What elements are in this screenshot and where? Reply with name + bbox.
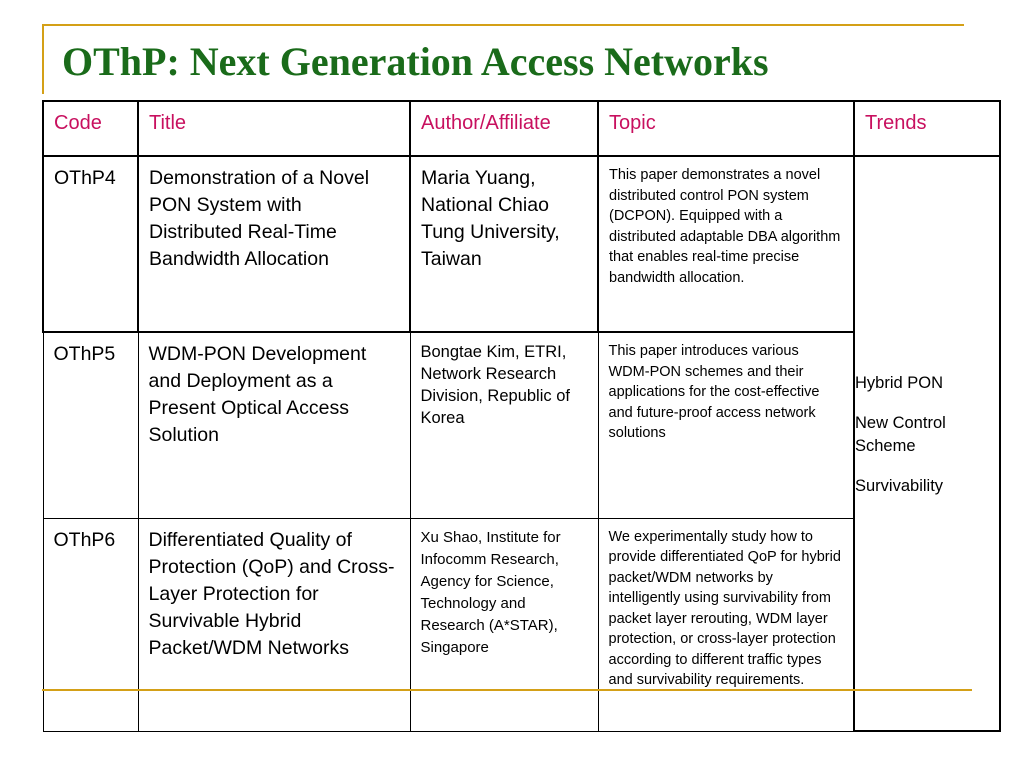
table-row: [43, 156, 1000, 332]
cell-title: Demonstration of a Novel PON System with Distributed Real-Time Bandwidth Allocation: [138, 156, 410, 332]
cell-author: Bongtae Kim, ETRI, Network Research Division, Republic of Korea: [410, 332, 598, 518]
cell-topic: We experimentally study how to provide differentiated QoP for hybrid packet/WDM networks by intelligently using survivability from packet layer rerouting, WDM layer protection, or cross-layer protection according to different traffic types and survivability requirements.: [598, 518, 854, 731]
cell-code: OThP4: [43, 156, 138, 332]
header-title: Title: [138, 101, 410, 156]
cell-author: Maria Yuang, National Chiao Tung University, Taiwan: [410, 156, 598, 332]
cell-topic: This paper demonstrates a novel distributed control PON system (DCPON). Equipped with a distributed adaptable DBA algorithm that enables real-time precise bandwidth allocation.: [598, 156, 854, 332]
cell-title: WDM-PON Development and Deployment as a Present Optical Access Solution: [138, 332, 410, 518]
cell-author: Xu Shao, Institute for Infocomm Research, Agency for Science, Technology and Research (A*STAR), Singapore: [410, 518, 598, 731]
cell-code: OThP6: [43, 518, 138, 731]
trend-item: Survivability: [855, 477, 944, 495]
slide-title: OThP: Next Generation Access Networks: [62, 39, 769, 84]
cell-topic: This paper introduces various WDM-PON schemes and their applications for the cost-effective and future-proof access network solutions: [598, 332, 854, 518]
accent-vertical-line: [42, 24, 44, 94]
accent-bottom-line: [42, 689, 972, 691]
cell-trends: [854, 156, 1000, 731]
header-author: Author/Affiliate: [410, 101, 598, 156]
cell-title: Differentiated Quality of Protection (QoP) and Cross-Layer Protection for Survivable Hybrid Packet/WDM Networks: [138, 518, 410, 731]
header-code: Code: [43, 101, 138, 156]
trend-item: Hybrid PON: [855, 374, 944, 392]
papers-table: [42, 100, 1001, 732]
header-topic: Topic: [598, 101, 854, 156]
cell-code: OThP5: [43, 332, 138, 518]
table-header-row: [43, 101, 1000, 156]
trend-item: New Control Scheme: [855, 414, 946, 455]
header-trends: Trends: [854, 101, 1000, 156]
accent-top-line: [42, 24, 964, 26]
